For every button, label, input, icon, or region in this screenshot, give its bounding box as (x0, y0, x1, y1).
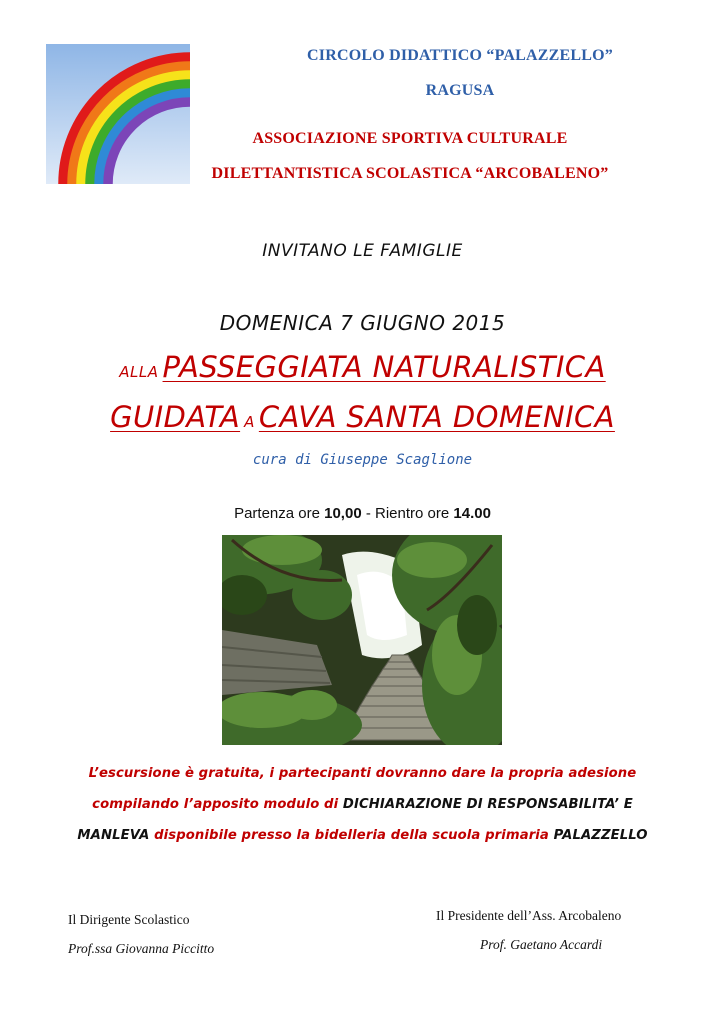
notice-line3 (30, 828, 695, 843)
right-signature-name: Prof. Gaetano Accardi (480, 937, 603, 952)
connector-a: A (244, 413, 255, 431)
notice-line3-text: disponibile presso la bidelleria della scuola primaria (154, 828, 549, 843)
notice-line1: L’escursione è gratuita, i partecipanti dovranno dare la propria adesione (88, 766, 637, 781)
association-name-line2: DILETTANTISTICA SCOLASTICA “ARCOBALENO” (211, 165, 609, 182)
notice-school: PALAZZELLO (553, 828, 648, 843)
title-cava: CAVA SANTA DOMENICA (258, 400, 615, 434)
title-passeggiata: PASSEGGIATA NATURALISTICA (162, 350, 606, 384)
left-signature-role: Il Dirigente Scolastico (68, 912, 190, 927)
event-title-line2 (0, 400, 725, 434)
event-title-line1 (0, 350, 725, 384)
city-name: RAGUSA (425, 82, 495, 99)
title-guidata: GUIDATA (110, 400, 241, 434)
invite-text: INVITANO LE FAMIGLIE (262, 241, 463, 261)
notice-manleva: MANLEVA (77, 828, 150, 843)
curator-text: cura di Giuseppe Scaglione (252, 452, 473, 468)
start-time: 10,00 (324, 505, 362, 522)
prefix-alla: ALLA (119, 363, 159, 381)
right-signature-role: Il Presidente dell’Ass. Arcobaleno (436, 908, 622, 923)
event-date: DOMENICA 7 GIUGNO 2015 (219, 311, 506, 335)
school-name: CIRCOLO DIDATTICO “PALAZZELLO” (307, 47, 613, 64)
notice-line2-text: compilando l’apposito modulo di (92, 797, 339, 812)
start-label: Partenza ore (234, 505, 320, 522)
rainbow-logo (46, 44, 190, 184)
association-name-line1: ASSOCIAZIONE SPORTIVA CULTURALE (252, 130, 568, 147)
notice-line2 (30, 797, 695, 812)
stone-stairs-forest-photo (222, 535, 502, 745)
end-time: 14.00 (453, 505, 491, 522)
end-label: - Rientro ore (365, 505, 450, 522)
notice-declaration: DICHIARAZIONE DI RESPONSABILITA’ E (342, 797, 633, 812)
left-signature-name: Prof.ssa Giovanna Piccitto (68, 941, 215, 956)
schedule (0, 505, 725, 522)
